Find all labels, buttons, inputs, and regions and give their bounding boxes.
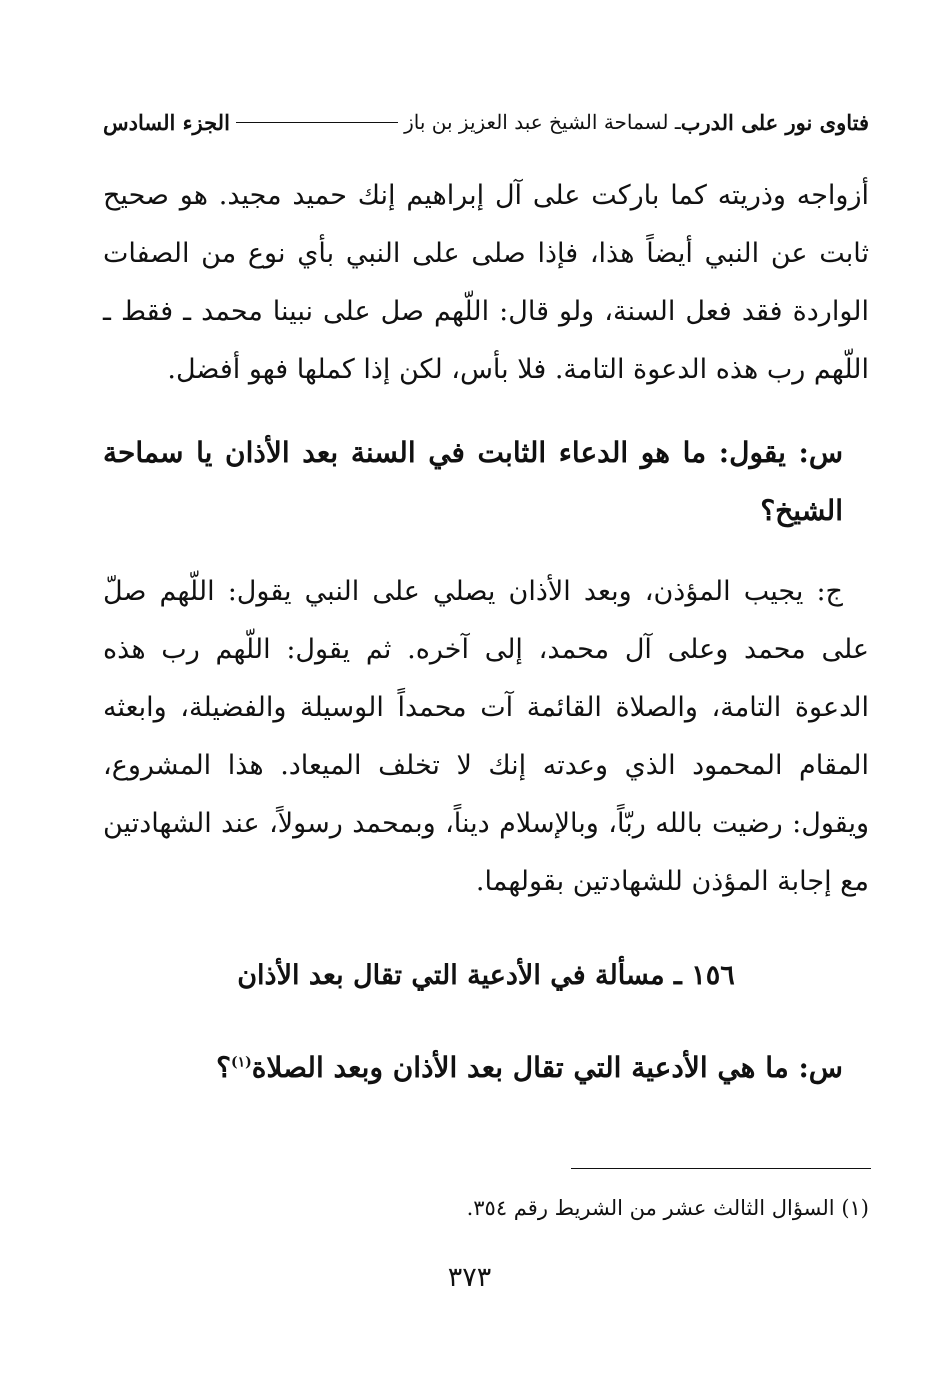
question-2-text: س: ما هي الأدعية التي تقال بعد الأذان وبعد الصلاة xyxy=(251,1051,843,1084)
question-1: س: يقول: ما هو الدعاء الثابت في السنة بعد الأذان يا سماحة الشيخ؟ xyxy=(103,436,843,527)
running-header xyxy=(103,104,869,140)
footnote: (١) السؤال الثالث عشر من الشريط رقم ٣٥٤. xyxy=(466,1196,869,1220)
header-author: ـ لسماحة الشيخ عبد العزيز بن باز xyxy=(404,110,681,134)
footnote-separator xyxy=(571,1168,871,1169)
volume-title: الجزء السادس xyxy=(103,109,230,135)
section-heading: ١٥٦ ـ مسألة في الأدعية التي تقال بعد الأذان xyxy=(237,960,735,991)
footnote-marker: (١) xyxy=(230,1054,252,1071)
page-number: ٣٧٣ xyxy=(447,1262,492,1293)
paragraph-continuation: أزواجه وذريته كما باركت على آل إبراهيم إنك حميد مجيد. هو صحيح ثابت عن النبي أيضاً هذا، فإذا صلى على النبي بأي نوع من الصفات الواردة فقد فعل السنة، ولو قال: اللّهم صل على نبينا محمد ـ فقط ـ اللّهم رب هذه الدعوة التامة. فلا بأس، لكن إذا كملها فهو أفضل. xyxy=(103,180,869,385)
question-2 xyxy=(103,1039,869,1097)
book-title: فتاوى نور على الدرب xyxy=(680,109,869,135)
question-2-end: ؟ xyxy=(216,1051,231,1084)
header-rule xyxy=(236,122,398,123)
answer-1: ج: يجيب المؤذن، وبعد الأذان يصلي على النبي يقول: اللّهم صلّ على محمد وعلى آل محمد، إلى آخره. ثم يقول: اللّهم رب هذه الدعوة التامة، والصلاة القائمة آت محمداً الوسيلة والفضيلة، وابعثه المقام المحمود الذي وعدته إنك لا تخلف الميعاد. هذا المشروع، ويقول: رضيت بالله ربّاً، وبالإسلام ديناً، وبمحمد رسولاً، عند الشهادتين مع إجابة المؤذن للشهادتين بقولهما. xyxy=(103,576,869,897)
